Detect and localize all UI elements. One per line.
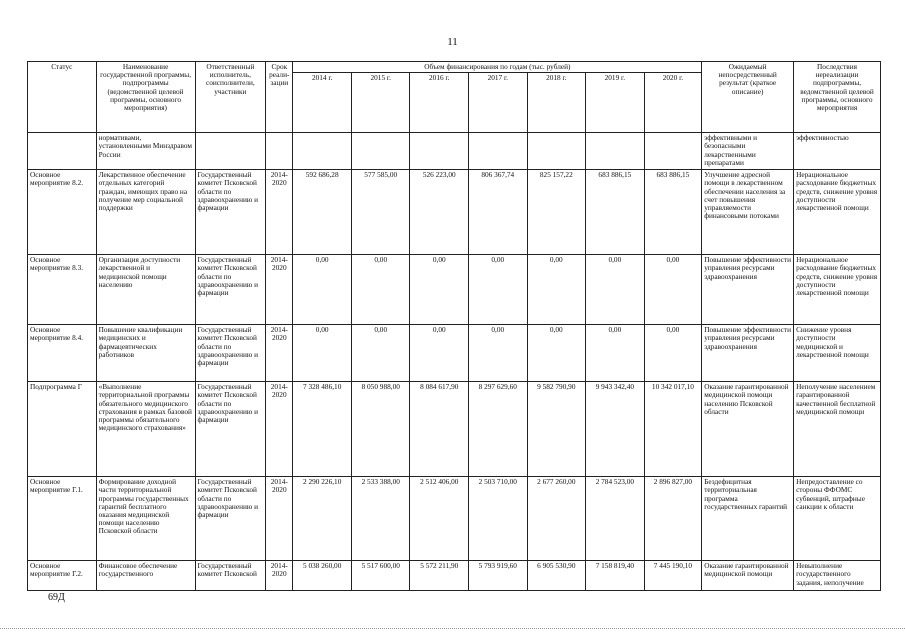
row-value: 9 582 790,90 — [527, 382, 586, 477]
row-value: 2 290 226,10 — [293, 477, 352, 561]
row-value: 2 896 827,00 — [644, 477, 702, 561]
row-value: 0,00 — [410, 325, 469, 382]
cont-executor — [195, 133, 266, 170]
row-value: 0,00 — [586, 255, 645, 325]
row-status: Основное мероприятие 8.3. — [28, 255, 97, 325]
row-status: Основное мероприятие 8.4. — [28, 325, 97, 382]
table-row — [28, 170, 881, 255]
cont-result: эффективными и безопасными лекарственными препаратами — [702, 133, 794, 170]
row-value: 0,00 — [293, 325, 352, 382]
row-value: 0,00 — [586, 325, 645, 382]
row-status: Основное мероприятие Г.2. — [28, 561, 97, 591]
header-year: 2020 г. — [644, 73, 702, 133]
header-result: Ожидаемый непосредственный результат (краткое описание) — [702, 62, 794, 133]
header-year: 2017 г. — [469, 73, 528, 133]
row-term: 2014-2020 — [266, 255, 293, 325]
header-year: 2018 г. — [527, 73, 586, 133]
row-name: Лекарственное обеспечение отдельных категорий граждан, имеющих право на получение мер социальной поддержки — [96, 170, 195, 255]
header-executor: Ответственный исполнитель, соисполнители, участники — [195, 62, 266, 133]
row-value: 0,00 — [351, 325, 410, 382]
row-status: Основное мероприятие Г.1. — [28, 477, 97, 561]
row-value: 2 677 260,00 — [527, 477, 586, 561]
header-name: Наименование государственной программы, подпрограммы (ведомственной целевой программы, основного мероприятия) — [96, 62, 195, 133]
row-value: 8 050 988,00 — [351, 382, 410, 477]
table-header — [28, 62, 881, 133]
row-result: Улучшение адресной помощи в лекарственном обеспечении населения за счет повышения управляемости финансовыми потоками — [702, 170, 794, 255]
header-consequences: Последствия нереализации подпрограммы, ведомственной целевой программы, основного мероприятия — [794, 62, 881, 133]
row-value: 2 784 523,00 — [586, 477, 645, 561]
row-term: 2014-2020 — [266, 325, 293, 382]
header-year: 2016 г. — [410, 73, 469, 133]
row-consequences: Нерациональное расходование бюджетных средств, снижение уровня доступности лекарственной помощи — [794, 170, 881, 255]
row-term: 2014-2020 — [266, 382, 293, 477]
row-value: 0,00 — [644, 325, 702, 382]
row-name: Повышение квалификации медицинских и фармацевтических работников — [96, 325, 195, 382]
row-term: 2014-2020 — [266, 477, 293, 561]
row-value: 0,00 — [293, 255, 352, 325]
row-value: 2 503 710,00 — [469, 477, 528, 561]
row-name: Финансовое обеспечение государственного — [96, 561, 195, 591]
row-status: Основное мероприятие 8.2. — [28, 170, 97, 255]
row-value: 5 793 919,60 — [469, 561, 528, 591]
header-year: 2015 г. — [351, 73, 410, 133]
row-value: 2 533 388,00 — [351, 477, 410, 561]
row-executor: Государственный комитет Псковской области по здравоохранению и фармации — [195, 325, 266, 382]
program-funding-table — [27, 61, 881, 591]
row-executor: Государственный комитет Псковской области по здравоохранению и фармации — [195, 477, 266, 561]
row-result: Оказание гарантированной медицинской помощи населению Псковской области — [702, 382, 794, 477]
row-executor: Государственный комитет Псковской области по здравоохранению и фармации — [195, 382, 266, 477]
row-result: Повышение эффективности управления ресурсами здравоохранения — [702, 325, 794, 382]
row-value: 10 342 017,10 — [644, 382, 702, 477]
row-value: 7 445 190,10 — [644, 561, 702, 591]
row-value: 2 512 406,00 — [410, 477, 469, 561]
row-consequences: Снижение уровня доступности медицинской и лекарственной помощи — [794, 325, 881, 382]
row-result: Бездефицитная территориальная программа государственных гарантий — [702, 477, 794, 561]
row-value: 0,00 — [527, 325, 586, 382]
header-term: Срок реали-зации — [266, 62, 293, 133]
row-value: 8 084 617,90 — [410, 382, 469, 477]
table-row — [28, 255, 881, 325]
cont-term — [266, 133, 293, 170]
row-consequences: Непредоставление со стороны ФФОМС субвенций, штрафные санкции к области — [794, 477, 881, 561]
row-value: 8 297 629,60 — [469, 382, 528, 477]
continuation-row — [28, 133, 881, 170]
row-value: 0,00 — [351, 255, 410, 325]
table-row — [28, 561, 881, 591]
row-result: Повышение эффективности управления ресурсами здравоохранения — [702, 255, 794, 325]
row-value: 0,00 — [527, 255, 586, 325]
header-year: 2014 г. — [293, 73, 352, 133]
row-term: 2014-2020 — [266, 170, 293, 255]
row-status: Подпрограмма Г — [28, 382, 97, 477]
row-consequences: Неполучение населением гарантированной качественной бесплатной медицинской помощи — [794, 382, 881, 477]
row-name: Формирование доходной части территориальной программы государственных гарантий бесплатного оказания медицинской помощи населению Псковской области — [96, 477, 195, 561]
table-row — [28, 325, 881, 382]
row-term: 2014-2020 — [266, 561, 293, 591]
row-value: 592 686,28 — [293, 170, 352, 255]
row-value: 7 158 819,40 — [586, 561, 645, 591]
row-value: 526 223,00 — [410, 170, 469, 255]
cont-name: нормативами, установленными Минздравом России — [96, 133, 195, 170]
scan-border-line — [0, 628, 905, 629]
row-value: 5 038 260,00 — [293, 561, 352, 591]
row-value: 0,00 — [469, 325, 528, 382]
row-value: 0,00 — [410, 255, 469, 325]
row-consequences: Невыполнение государственного задания, неполучение — [794, 561, 881, 591]
row-value: 7 328 486,10 — [293, 382, 352, 477]
row-consequences: Нерациональное расходование бюджетных средств, снижение уровня доступности лекарственной помощи — [794, 255, 881, 325]
row-value: 806 367,74 — [469, 170, 528, 255]
row-value: 5 517 600,00 — [351, 561, 410, 591]
row-result: Оказание гарантированной медицинской помощи — [702, 561, 794, 591]
cont-consequences: эффективностью — [794, 133, 881, 170]
row-value: 9 943 342,40 — [586, 382, 645, 477]
row-name: Организация доступности лекарственной и медицинской помощи населению — [96, 255, 195, 325]
row-executor: Государственный комитет Псковской области по здравоохранению и фармации — [195, 255, 266, 325]
header-funding: Объем финансирования по годам (тыс. рублей) — [293, 62, 702, 73]
row-value: 577 585,00 — [351, 170, 410, 255]
row-executor: Государственный комитет Псковской области по здравоохранению и фармации — [195, 170, 266, 255]
header-year: 2019 г. — [586, 73, 645, 133]
row-value: 683 886,15 — [586, 170, 645, 255]
cont-status — [28, 133, 97, 170]
row-name: «Выполнение территориальной программы обязательного медицинского страхования в рамках базовой программы обязательного медицинского страхования» — [96, 382, 195, 477]
table-row — [28, 382, 881, 477]
row-value: 0,00 — [469, 255, 528, 325]
page-number: 11 — [447, 36, 458, 48]
row-value: 5 572 211,90 — [410, 561, 469, 591]
row-value: 0,00 — [644, 255, 702, 325]
row-value: 683 886,15 — [644, 170, 702, 255]
row-value: 6 905 530,90 — [527, 561, 586, 591]
row-value: 825 157,22 — [527, 170, 586, 255]
footer-code: 69Д — [48, 592, 65, 603]
row-executor: Государственный комитет Псковской — [195, 561, 266, 591]
table-row — [28, 477, 881, 561]
header-status: Статус — [28, 62, 97, 133]
